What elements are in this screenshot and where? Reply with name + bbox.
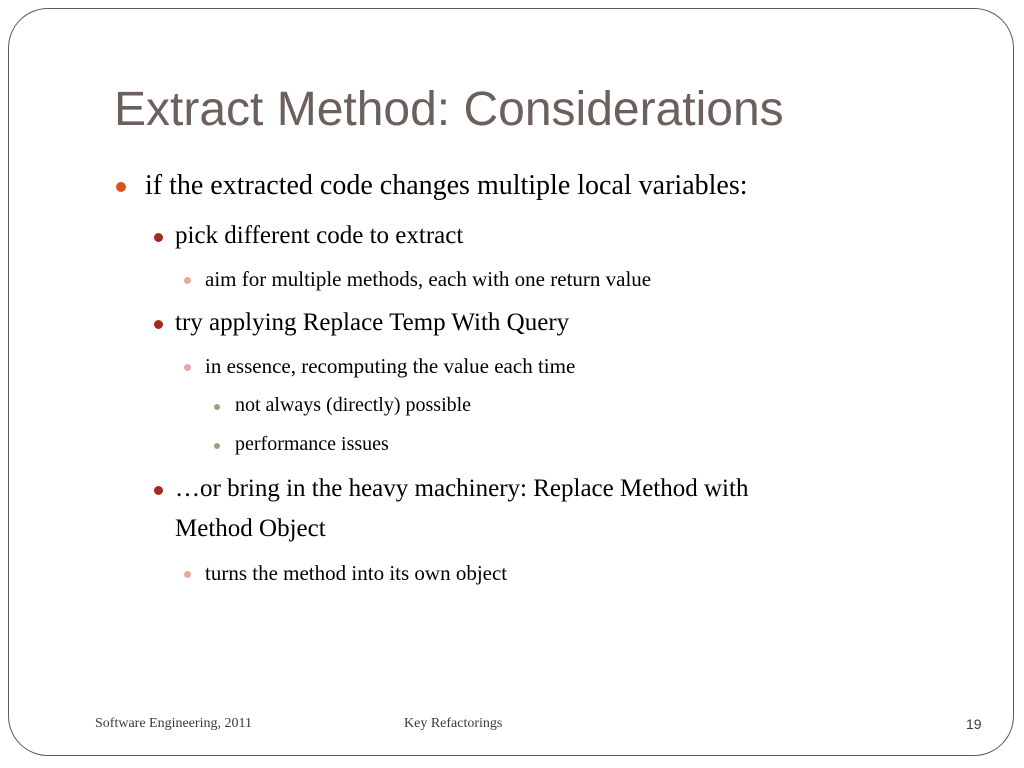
slide-title: Extract Method: Considerations — [114, 83, 784, 136]
bullet-text: pick different code to extract — [175, 222, 464, 249]
bullet-text: in essence, recomputing the value each time — [205, 354, 576, 378]
page-number: 19 — [966, 716, 982, 732]
bullet-dot-level2 — [154, 233, 163, 242]
bullet-text: turns the method into its own object — [205, 561, 508, 585]
bullet-dot-level3 — [184, 364, 191, 371]
bullet-dot-level3 — [184, 571, 191, 578]
bullet-text: if the extracted code changes multiple local variables: — [145, 170, 748, 201]
bullet-text: performance issues — [235, 433, 389, 455]
bullet-text: …or bring in the heavy machinery: Replace Method with — [175, 475, 749, 502]
bullet-dot-level4 — [214, 443, 220, 449]
bullet-dot-level4 — [214, 404, 220, 410]
bullet-dot-level2 — [154, 320, 163, 329]
bullet-dot-level3 — [184, 277, 191, 284]
footer-topic-label: Key Refactorings — [404, 716, 503, 731]
bullet-dot-level2 — [154, 486, 163, 495]
bullet-text: aim for multiple methods, each with one return value — [205, 267, 652, 291]
footer-course-label: Software Engineering, 2011 — [95, 716, 252, 731]
bullet-text: try applying Replace Temp With Query — [175, 309, 570, 336]
bullet-text-continuation: Method Object — [175, 515, 326, 542]
bullet-text: not always (directly) possible — [235, 394, 472, 416]
bullet-dot-level1 — [116, 182, 126, 192]
